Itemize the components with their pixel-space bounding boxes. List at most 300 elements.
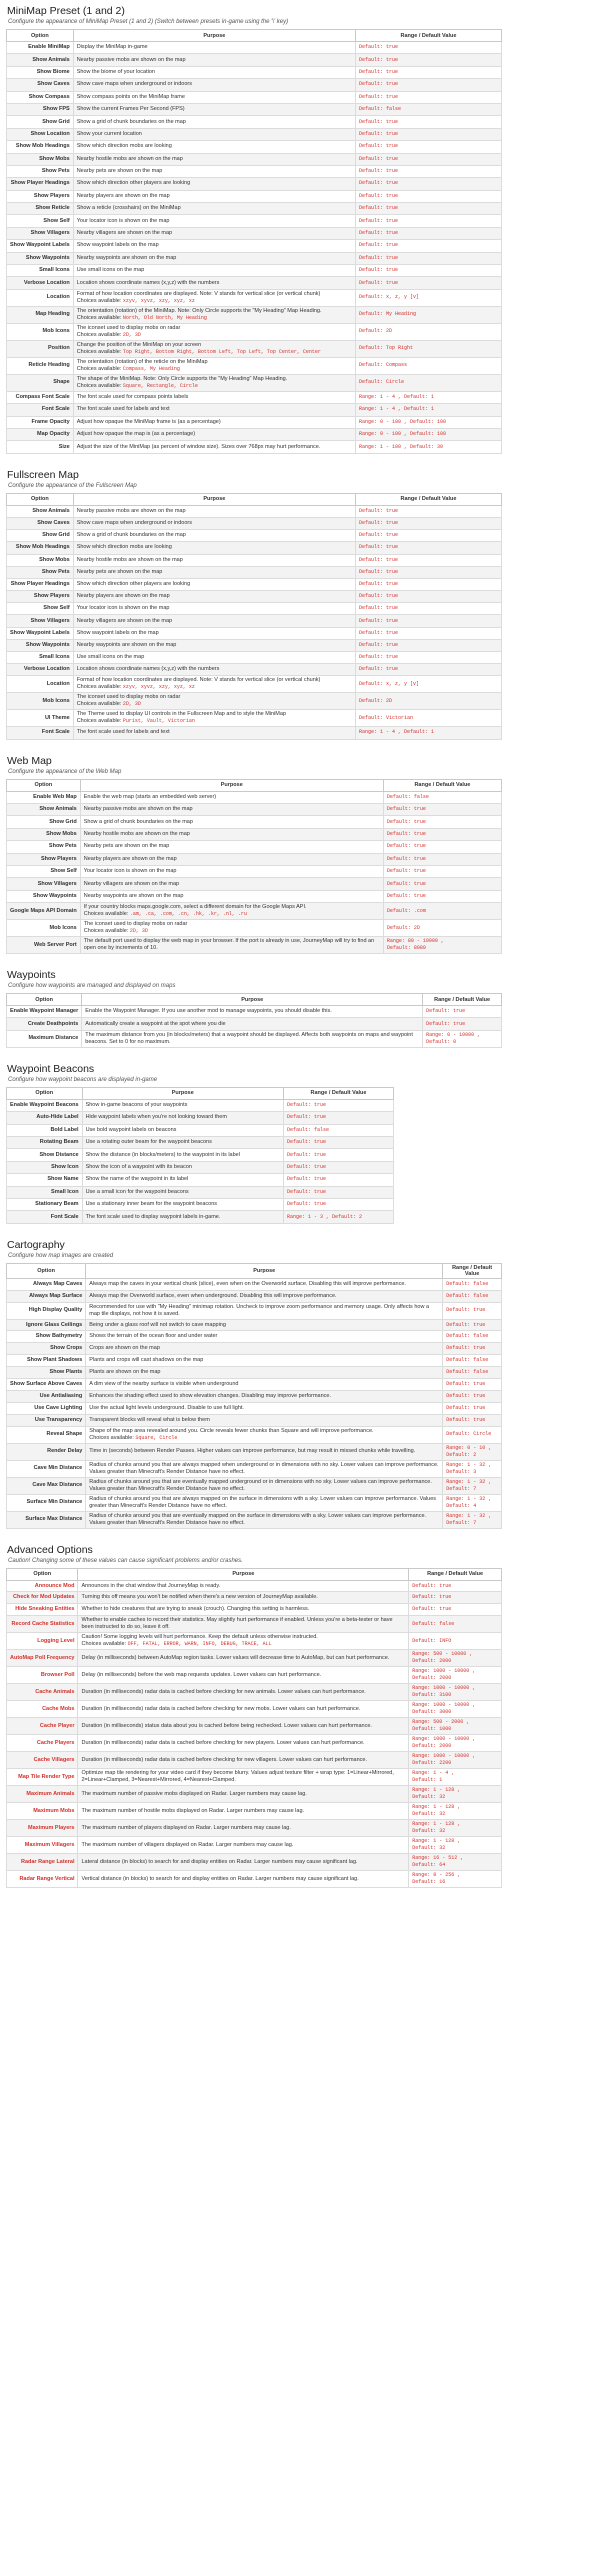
table-row bbox=[7, 240, 502, 252]
table-body bbox=[7, 1278, 502, 1528]
option-purpose-cell bbox=[86, 1390, 443, 1402]
option-name: Mob Icons bbox=[7, 920, 81, 937]
option-purpose-cell bbox=[82, 1161, 283, 1173]
option-purpose: Your locator icon is shown on the map bbox=[83, 868, 177, 875]
range-default-value: Default: true bbox=[358, 279, 398, 286]
option-purpose: Lateral distance (in blocks) to search for and display entities on Radar. Larger numbers may cause significant lag. bbox=[81, 1858, 358, 1865]
option-purpose: The default port used to display the web map in your browser. If the port is already in use, JourneyMap will try to find an open one by increments of 10. bbox=[83, 938, 375, 952]
option-name: Browser Poll bbox=[7, 1667, 78, 1684]
option-purpose: Show which direction other players are looking bbox=[76, 580, 191, 587]
range-default-cell bbox=[409, 1871, 502, 1888]
option-purpose-cell bbox=[80, 841, 383, 853]
option-name: Logging Level bbox=[7, 1633, 78, 1650]
table-row bbox=[7, 1460, 502, 1477]
range-default-value: Default: My Heading bbox=[358, 311, 416, 318]
option-name: Announce Mod bbox=[7, 1580, 78, 1592]
range-default-value: Default: 32 bbox=[412, 1794, 446, 1801]
option-purpose-cell bbox=[73, 215, 355, 227]
choices-values: Compass, My Heading bbox=[122, 365, 180, 372]
range-default-value: Default: 1 bbox=[412, 1777, 443, 1784]
option-name: Mob Icons bbox=[7, 693, 74, 710]
option-purpose-cell bbox=[73, 42, 355, 54]
option-purpose-cell bbox=[73, 710, 355, 727]
option-name: Show Waypoints bbox=[7, 890, 81, 902]
range-default-cell bbox=[355, 289, 501, 306]
table-row bbox=[7, 1592, 502, 1604]
option-purpose-cell bbox=[73, 591, 355, 603]
table-header bbox=[7, 1263, 502, 1278]
range-default-cell bbox=[443, 1477, 502, 1494]
table-row bbox=[7, 428, 502, 440]
option-purpose-cell bbox=[80, 878, 383, 890]
column-header: Range / Default Value bbox=[443, 1263, 502, 1278]
option-purpose-cell bbox=[73, 578, 355, 590]
range-default-value: Default: Compass bbox=[358, 362, 407, 369]
column-header: Purpose bbox=[80, 779, 383, 791]
option-purpose-cell bbox=[80, 791, 383, 803]
section-description: Configure the appearance of the Fullscreen Map bbox=[8, 482, 137, 489]
range-default-value: Default: 32 bbox=[412, 1845, 446, 1852]
option-purpose-cell bbox=[73, 627, 355, 639]
range-default-value: Default: INFO bbox=[412, 1637, 452, 1644]
range-default-cell bbox=[355, 603, 501, 615]
table-row bbox=[7, 1402, 502, 1414]
range-default-value: Range: 1 - 32 , bbox=[446, 1461, 492, 1468]
option-name: Google Maps API Domain bbox=[7, 903, 81, 920]
range-default-cell bbox=[409, 1803, 502, 1820]
range-default-value: Default: 2000 bbox=[412, 1743, 452, 1750]
range-default-value: Default: 7 bbox=[446, 1519, 477, 1526]
table-header bbox=[7, 779, 502, 791]
option-purpose: Nearby villagers are shown on the map bbox=[83, 880, 180, 887]
range-default-value: Range: 1 - 32 , bbox=[446, 1478, 492, 1485]
option-purpose-cell bbox=[73, 542, 355, 554]
option-name: Maximum Mobs bbox=[7, 1803, 78, 1820]
range-default-cell bbox=[409, 1633, 502, 1650]
option-purpose: Being under a glass roof will not switch to cave mapping bbox=[89, 1321, 226, 1328]
option-purpose-cell bbox=[82, 1186, 283, 1198]
range-default-value: Default: true bbox=[358, 93, 398, 100]
range-default-value: Default: true bbox=[286, 1176, 326, 1183]
option-name: Bold Label bbox=[7, 1124, 83, 1136]
range-default-value: Default: true bbox=[358, 68, 398, 75]
range-default-cell bbox=[355, 505, 501, 517]
option-purpose-cell bbox=[78, 1837, 409, 1854]
option-name: Map Heading bbox=[7, 306, 74, 323]
option-name: Show Grid bbox=[7, 816, 81, 828]
table-row bbox=[7, 578, 502, 590]
range-default-value: Default: false bbox=[386, 793, 429, 800]
range-default-cell bbox=[355, 252, 501, 264]
range-default-value: Default: true bbox=[386, 868, 426, 875]
table-row bbox=[7, 1124, 394, 1136]
column-header: Range / Default Value bbox=[283, 1087, 393, 1099]
option-purpose: Use small icons on the map bbox=[76, 267, 145, 274]
option-purpose-cell bbox=[73, 66, 355, 78]
range-default-value: Default: true bbox=[412, 1594, 452, 1601]
option-name: Position bbox=[7, 340, 74, 357]
range-default-value: Default: true bbox=[358, 629, 398, 636]
table-row bbox=[7, 323, 502, 340]
table-row bbox=[7, 1769, 502, 1786]
range-default-cell bbox=[383, 828, 501, 840]
option-purpose: Use a stationary inner beam for the waypoint beacons bbox=[85, 1201, 218, 1208]
option-purpose: Show which direction mobs are looking bbox=[76, 143, 172, 150]
column-header: Option bbox=[7, 994, 82, 1006]
range-default-value: Default: 16 bbox=[412, 1879, 446, 1886]
option-purpose: Duration (in milliseconds) radar data is cached before checking for new mobs. Lower values can hurt performance. bbox=[81, 1705, 361, 1712]
option-name: Show Villagers bbox=[7, 878, 81, 890]
range-default-cell bbox=[355, 627, 501, 639]
option-purpose-cell bbox=[78, 1735, 409, 1752]
option-name: Show Mobs bbox=[7, 828, 81, 840]
table-row bbox=[7, 1099, 394, 1111]
option-purpose: Nearby pets are shown on the map bbox=[76, 568, 163, 575]
range-default-cell bbox=[355, 227, 501, 239]
range-default-cell bbox=[283, 1149, 393, 1161]
option-purpose: Nearby villagers are shown on the map bbox=[76, 617, 173, 624]
range-default-value: Range: 1 - 4 , bbox=[412, 1770, 455, 1777]
option-name: Create Deathpoints bbox=[7, 1018, 82, 1030]
option-purpose-cell bbox=[73, 289, 355, 306]
section-title: Advanced Options bbox=[7, 1543, 93, 1556]
option-purpose: The shape of the MiniMap. Note: Only Circle supports the "My Heading" Map Heading. bbox=[76, 375, 288, 382]
table-row bbox=[7, 791, 502, 803]
range-default-value: Default: 2200 bbox=[412, 1760, 452, 1767]
range-default-cell bbox=[355, 91, 501, 103]
range-default-value: Default: 3 bbox=[446, 1468, 477, 1475]
config-section bbox=[6, 1234, 602, 1529]
table-row bbox=[7, 1667, 502, 1684]
option-purpose: The orientation (rotation) of the MiniMap. Note: Only Circle supports the "My Heading" Map Heading. bbox=[76, 307, 322, 314]
range-default-cell bbox=[355, 578, 501, 590]
table-row bbox=[7, 676, 502, 693]
header-row bbox=[7, 779, 502, 791]
option-purpose-cell bbox=[78, 1871, 409, 1888]
range-default-value: Default: true bbox=[358, 267, 398, 274]
choices-label: Choices available: bbox=[76, 382, 123, 389]
table-row bbox=[7, 603, 502, 615]
option-name: Verbose Location bbox=[7, 664, 74, 676]
table-header bbox=[7, 1087, 394, 1099]
table-row bbox=[7, 1186, 394, 1198]
range-default-cell bbox=[355, 190, 501, 202]
option-purpose-cell bbox=[82, 1137, 283, 1149]
option-purpose-cell bbox=[82, 1112, 283, 1124]
range-default-cell bbox=[355, 530, 501, 542]
table-row bbox=[7, 1426, 502, 1443]
option-purpose: Location shows coordinate names (x,y,z) with the numbers bbox=[76, 279, 220, 286]
option-purpose-cell bbox=[73, 306, 355, 323]
range-default-value: Range: 1 - 4 , Default: 1 bbox=[358, 394, 434, 400]
choices-label: Choices available: bbox=[76, 297, 123, 304]
choices-label: Choices available: bbox=[76, 331, 123, 338]
choices-values: OFF, FATAL, ERROR, WARN, INFO, DEBUG, TRACE, ALL bbox=[127, 1641, 272, 1648]
option-purpose: Show compass points on the MiniMap frame bbox=[76, 93, 185, 100]
range-default-value: Default: .com bbox=[386, 907, 426, 914]
option-purpose: Change the position of the MiniMap on your screen bbox=[76, 341, 202, 348]
table-row bbox=[7, 91, 502, 103]
range-default-value: Default: true bbox=[286, 1139, 326, 1146]
option-name: Use Transparency bbox=[7, 1414, 86, 1426]
option-name: Reticle Heading bbox=[7, 357, 74, 374]
option-name: Cache Villagers bbox=[7, 1752, 78, 1769]
range-default-value: Default: true bbox=[386, 806, 426, 813]
table-row bbox=[7, 1752, 502, 1769]
range-default-value: Default: true bbox=[358, 544, 398, 551]
option-purpose: Show waypoint labels on the map bbox=[76, 242, 159, 249]
option-purpose: Show cave maps when underground or indoors bbox=[76, 520, 192, 527]
range-default-value: Default: true bbox=[386, 843, 426, 850]
range-default-value: Default: true bbox=[358, 143, 398, 150]
range-default-cell bbox=[283, 1174, 393, 1186]
range-default-value: Default: 2D bbox=[358, 697, 392, 704]
range-default-cell bbox=[409, 1650, 502, 1667]
column-header: Range / Default Value bbox=[423, 994, 502, 1006]
option-purpose: Show the current Frames Per Second (FPS) bbox=[76, 106, 185, 113]
option-name: Frame Opacity bbox=[7, 416, 74, 428]
option-purpose: Nearby passive mobs are shown on the map bbox=[76, 507, 186, 514]
range-default-cell bbox=[283, 1211, 393, 1223]
option-purpose: Plants are shown on the map bbox=[89, 1369, 161, 1376]
range-default-value: Default: false bbox=[446, 1280, 489, 1287]
option-purpose-cell bbox=[73, 178, 355, 190]
option-name: Show Waypoints bbox=[7, 639, 74, 651]
option-purpose-cell bbox=[80, 853, 383, 865]
range-default-cell bbox=[355, 374, 501, 391]
range-default-value: Default: 2 bbox=[446, 1451, 477, 1458]
range-default-value: Default: x, z, y [v] bbox=[358, 294, 419, 301]
column-header: Purpose bbox=[78, 1568, 409, 1580]
table-row bbox=[7, 1343, 502, 1355]
table-row bbox=[7, 1355, 502, 1367]
section-description: Configure how waypoint beacons are displayed in-game bbox=[8, 1076, 158, 1083]
table-row bbox=[7, 1854, 502, 1871]
range-default-value: Default: true bbox=[446, 1380, 486, 1387]
option-name: Surface Min Distance bbox=[7, 1494, 86, 1511]
section-description: Configure how map images are created bbox=[8, 1252, 114, 1259]
option-purpose-cell bbox=[82, 1006, 423, 1018]
option-name: Show Pets bbox=[7, 165, 74, 177]
table-body bbox=[7, 1580, 502, 1888]
range-default-value: Default: 2D bbox=[386, 924, 420, 931]
option-name: Show Plants bbox=[7, 1367, 86, 1379]
option-purpose: Radius of chunks around you that are always mapped on the surface in dimensions with a sky. Lower values can improve performance. Values greater than Minecraft's Render Distance have no effect. bbox=[89, 1495, 437, 1509]
option-name: Location bbox=[7, 289, 74, 306]
option-name: Check for Mod Updates bbox=[7, 1592, 78, 1604]
option-purpose: Delay (in milliseconds) between AutoMap region tasks. Lower values will decrease time to AutoMap, but can hurt performance. bbox=[81, 1654, 390, 1661]
option-purpose: Nearby waypoints are shown on the map bbox=[76, 641, 177, 648]
option-purpose-cell bbox=[78, 1684, 409, 1701]
range-default-cell bbox=[283, 1112, 393, 1124]
choices-values: 2D, 3D bbox=[129, 928, 148, 935]
choices-label: Choices available: bbox=[76, 365, 123, 372]
range-default-cell bbox=[409, 1786, 502, 1803]
option-name: Cache Mobs bbox=[7, 1701, 78, 1718]
option-purpose: Nearby hostile mobs are shown on the map bbox=[76, 556, 183, 563]
range-default-cell bbox=[409, 1667, 502, 1684]
range-default-value: Default: true bbox=[386, 892, 426, 899]
table-row bbox=[7, 591, 502, 603]
option-purpose-cell bbox=[82, 1124, 283, 1136]
option-purpose-cell bbox=[73, 165, 355, 177]
column-header: Option bbox=[7, 1568, 78, 1580]
table-row bbox=[7, 42, 502, 54]
option-purpose-cell bbox=[73, 566, 355, 578]
option-purpose: Automatically create a waypoint at the spot where you die bbox=[85, 1020, 226, 1027]
range-default-cell bbox=[443, 1494, 502, 1511]
range-default-cell bbox=[355, 693, 501, 710]
section-title: Web Map bbox=[7, 754, 52, 767]
range-default-cell bbox=[355, 428, 501, 440]
choices-values: xzyv, xyvz, xzy, xyz, xz bbox=[122, 684, 195, 691]
option-purpose: Optimize map tile rendering for your video card if they become blurry. Values adjust texture filter + wrap type: 1=Linear+Mirrored, 2=Linear+Clamped, 3=Nearest+Mirrored, 4=Nearest+Clamped. bbox=[81, 1770, 394, 1784]
range-default-value: Default: true bbox=[386, 830, 426, 837]
range-default-value: Range: 0 - 100 , Default: 100 bbox=[358, 431, 446, 438]
option-name: Show Mobs bbox=[7, 153, 74, 165]
option-purpose: Shape of the map area revealed around you. Circle reveals fewer chunks than Square and will improve performance. bbox=[89, 1427, 374, 1434]
range-default-cell bbox=[409, 1752, 502, 1769]
range-default-cell bbox=[443, 1402, 502, 1414]
option-purpose: Show a reticle (crosshairs) on the MiniMap bbox=[76, 205, 181, 212]
range-default-cell bbox=[355, 79, 501, 91]
option-purpose: Show which direction mobs are looking bbox=[76, 544, 172, 551]
range-default-value: Default: true bbox=[358, 580, 398, 587]
option-name: Show Location bbox=[7, 128, 74, 140]
range-default-cell bbox=[355, 517, 501, 529]
table-row bbox=[7, 615, 502, 627]
option-purpose: The font scale used to display waypoint labels in-game. bbox=[85, 1213, 221, 1220]
option-purpose: Your locator icon is shown on the map bbox=[76, 217, 170, 224]
option-name: Show Name bbox=[7, 1174, 83, 1186]
range-default-value: Default: true bbox=[358, 654, 398, 661]
table-row bbox=[7, 853, 502, 865]
option-purpose-cell bbox=[80, 903, 383, 920]
range-default-cell bbox=[443, 1414, 502, 1426]
table-row bbox=[7, 627, 502, 639]
option-purpose: Adjust how opaque the map is (as a percentage) bbox=[76, 431, 196, 438]
option-purpose-cell bbox=[78, 1633, 409, 1650]
option-name: Show Animals bbox=[7, 505, 74, 517]
range-default-cell bbox=[409, 1684, 502, 1701]
table-row bbox=[7, 1604, 502, 1616]
range-default-cell bbox=[409, 1769, 502, 1786]
option-name: Enable MiniMap bbox=[7, 42, 74, 54]
option-purpose: Nearby waypoints are shown on the map bbox=[76, 254, 177, 261]
range-default-cell bbox=[355, 265, 501, 277]
option-purpose: Plants and crops will cast shadows on the map bbox=[89, 1357, 204, 1364]
table-row bbox=[7, 1701, 502, 1718]
option-purpose-cell bbox=[80, 828, 383, 840]
range-default-value: Default: false bbox=[446, 1292, 489, 1299]
table-row bbox=[7, 803, 502, 815]
range-default-value: Default: 2D bbox=[358, 328, 392, 335]
table-row bbox=[7, 203, 502, 215]
option-purpose-cell bbox=[78, 1854, 409, 1871]
range-default-value: Default: Circle bbox=[446, 1431, 492, 1438]
range-default-value: Default: 1000 bbox=[412, 1726, 452, 1733]
table-row bbox=[7, 1290, 502, 1302]
option-purpose-cell bbox=[82, 1211, 283, 1223]
range-default-value: Range: 500 - 10000 , bbox=[412, 1651, 473, 1658]
choices-label: Choices available: bbox=[76, 701, 123, 708]
range-default-value: Range: 1 - 3 , Default: 2 bbox=[286, 1213, 362, 1220]
range-default-value: Default: true bbox=[358, 130, 398, 137]
range-default-value: Default: true bbox=[286, 1114, 326, 1121]
option-name: Cache Players bbox=[7, 1735, 78, 1752]
option-purpose: If your country blocks maps.google.com, select a different domain for the Google Maps API. bbox=[83, 904, 307, 911]
option-purpose-cell bbox=[86, 1355, 443, 1367]
table-row bbox=[7, 277, 502, 289]
table-row bbox=[7, 1414, 502, 1426]
range-default-value: Range: 0 - 10000 , bbox=[426, 1031, 481, 1038]
range-default-cell bbox=[443, 1390, 502, 1402]
option-name: Maximum Villagers bbox=[7, 1837, 78, 1854]
option-purpose: Shows the terrain of the ocean floor and under water bbox=[89, 1333, 218, 1340]
range-default-value: Default: true bbox=[358, 118, 398, 125]
option-purpose-cell bbox=[73, 530, 355, 542]
range-default-cell bbox=[355, 165, 501, 177]
option-purpose-cell bbox=[78, 1604, 409, 1616]
option-name: Show Player Headings bbox=[7, 578, 74, 590]
range-default-value: Default: true bbox=[412, 1606, 452, 1613]
range-default-cell bbox=[355, 215, 501, 227]
range-default-value: Default: true bbox=[286, 1151, 326, 1158]
range-default-value: Range: 1 - 128 , bbox=[412, 1838, 461, 1845]
range-default-cell bbox=[443, 1426, 502, 1443]
option-purpose-cell bbox=[78, 1701, 409, 1718]
range-default-value: Range: 0 - 10 , bbox=[446, 1444, 492, 1451]
option-name: Maximum Distance bbox=[7, 1030, 82, 1047]
table-row bbox=[7, 1443, 502, 1460]
range-default-cell bbox=[355, 615, 501, 627]
range-default-cell bbox=[355, 554, 501, 566]
table-row bbox=[7, 816, 502, 828]
option-purpose: Duration (in milliseconds) radar data is cached before checking for new players. Lower values can hurt performance. bbox=[81, 1739, 365, 1746]
option-purpose: The iconset used to display mobs on radar bbox=[76, 324, 181, 331]
range-default-value: Default: 7 bbox=[446, 1485, 477, 1492]
range-default-cell bbox=[423, 1030, 502, 1047]
option-purpose-cell bbox=[78, 1803, 409, 1820]
table-row bbox=[7, 505, 502, 517]
option-purpose-cell bbox=[73, 277, 355, 289]
column-header: Option bbox=[7, 493, 74, 505]
range-default-cell bbox=[355, 639, 501, 651]
table-row bbox=[7, 1161, 394, 1173]
option-purpose-cell bbox=[86, 1414, 443, 1426]
option-name: Show Villagers bbox=[7, 227, 74, 239]
range-default-value: Default: Circle bbox=[358, 379, 404, 386]
section-description: Configure the appearance of MiniMap Preset (1 and 2) (Switch between presets in-game using the '\' key) bbox=[8, 19, 289, 25]
option-purpose: Adjust how opaque the MiniMap frame is (as a percentage) bbox=[76, 418, 221, 425]
option-purpose: Whether to hide creatures that are trying to sneak (crouch). Changing this setting is harmless. bbox=[81, 1606, 310, 1613]
table-row bbox=[7, 903, 502, 920]
option-purpose-cell bbox=[73, 265, 355, 277]
option-purpose: The maximum number of passive mobs displayed on Radar. Larger numbers may cause lag. bbox=[81, 1790, 307, 1797]
option-name: Show Waypoint Labels bbox=[7, 240, 74, 252]
range-default-value: Default: false bbox=[286, 1126, 329, 1133]
option-purpose: The maximum distance from you (in blocks/meters) that a waypoint should be displayed. Affects both waypoints on maps and waypoint beacons. Set to 0 for no maximum. bbox=[85, 1031, 413, 1045]
option-purpose: The maximum number of hostile mobs displayed on Radar. Larger numbers may cause lag. bbox=[81, 1807, 305, 1814]
option-name: Font Scale bbox=[7, 404, 74, 416]
range-default-value: Default: true bbox=[358, 556, 398, 563]
section-title: Cartography bbox=[7, 1238, 65, 1251]
option-name: Stationary Beam bbox=[7, 1199, 83, 1211]
option-purpose: Display the MiniMap in-game bbox=[76, 44, 148, 51]
option-purpose-cell bbox=[80, 816, 383, 828]
option-purpose-cell bbox=[73, 664, 355, 676]
range-default-value: Default: true bbox=[358, 217, 398, 224]
